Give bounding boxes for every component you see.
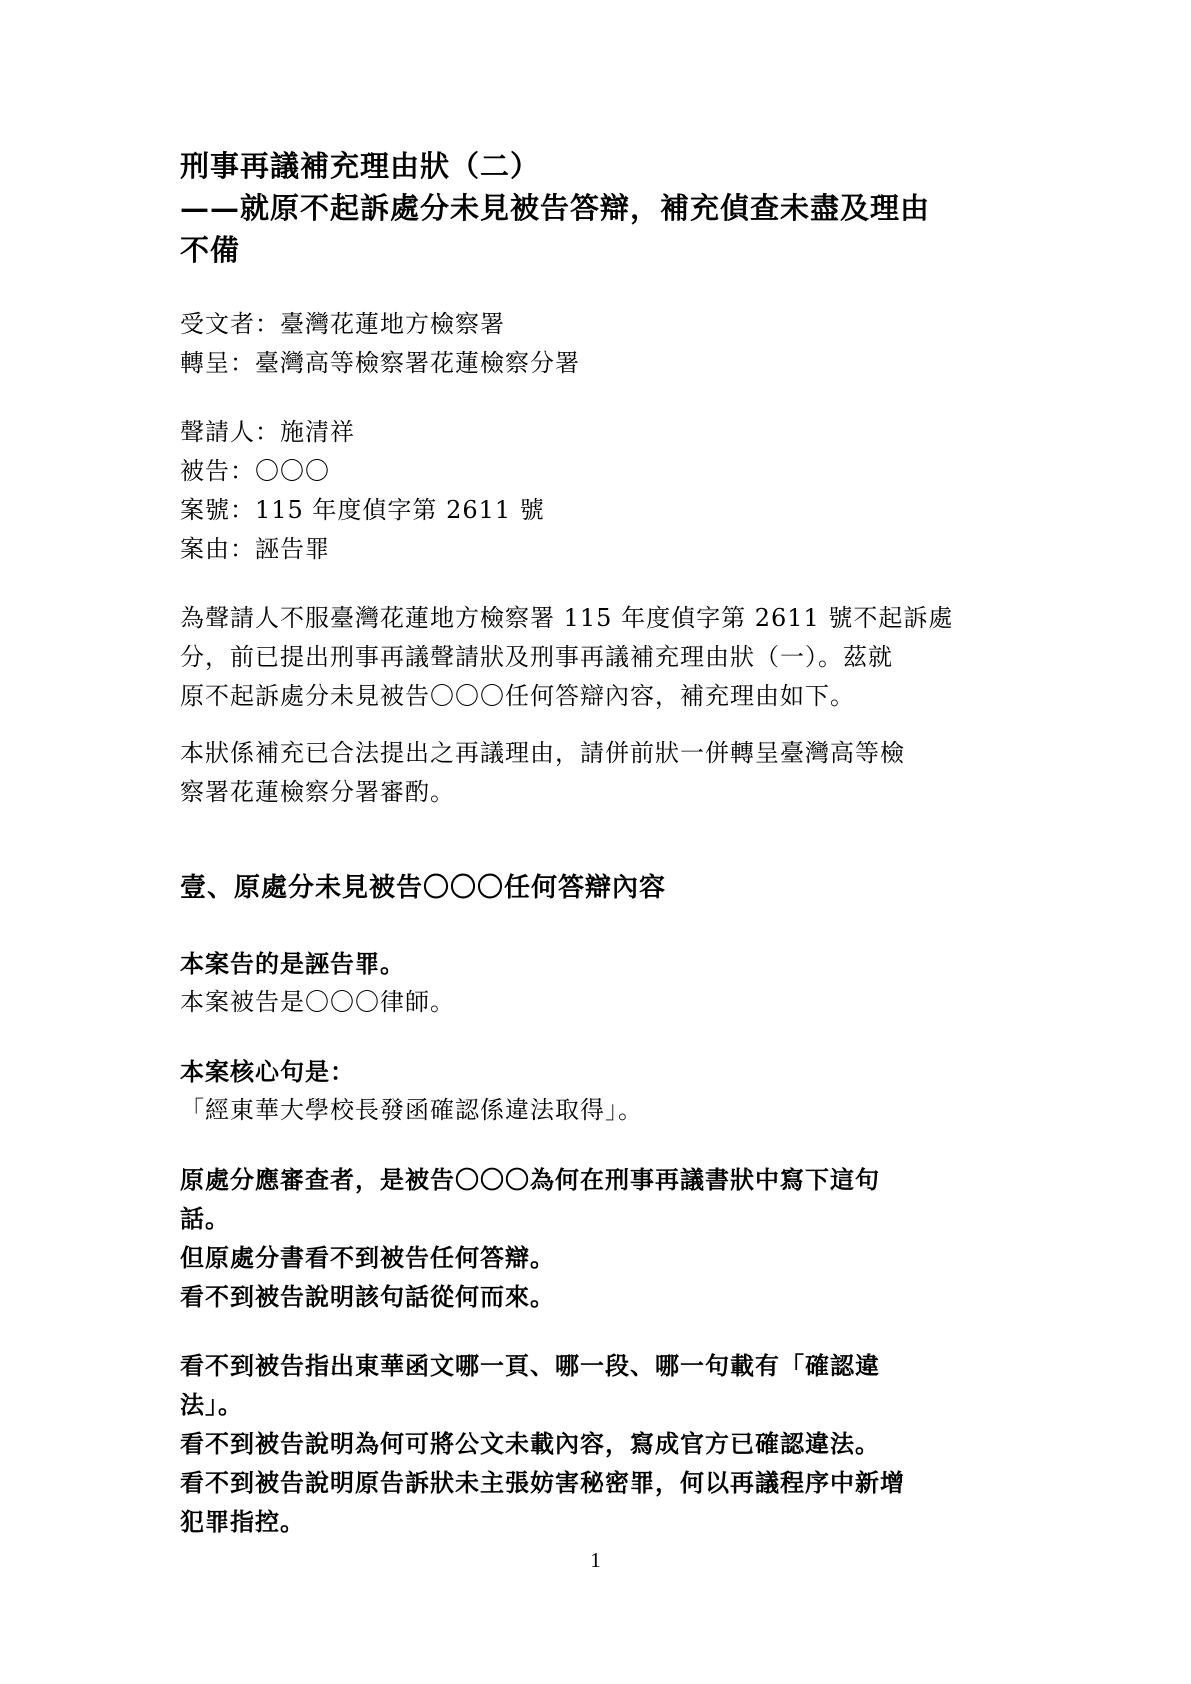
block3-line-2: 話。 — [180, 1204, 230, 1233]
defendant: 被告：〇〇〇 — [180, 457, 330, 485]
block1-text: 本案被告是〇〇〇律師。 — [180, 988, 455, 1016]
block4-line-5: 犯罪指控。 — [180, 1507, 305, 1536]
intro-p1-line-1: 為聲請人不服臺灣花蓮地方檢察署 115 年度偵字第 2611 號不起訴處 — [180, 604, 954, 632]
section-block-3 — [180, 1160, 1020, 1316]
section-block-4 — [180, 1346, 1020, 1541]
parties-block — [180, 413, 1020, 569]
block4-line-3: 看不到被告說明為何可將公文未載內容，寫成官方已確認違法。 — [180, 1429, 880, 1458]
section-block-1 — [180, 944, 1020, 1022]
recipient-via: 轉呈：臺灣高等檢察署花蓮檢察分署 — [180, 349, 580, 377]
block2-bold: 本案核心句是： — [180, 1057, 355, 1086]
intro-paragraph-2 — [180, 734, 1020, 812]
section-heading: 壹、原處分未見被告〇〇〇任何答辯內容 — [180, 873, 667, 903]
page-number: 1 — [590, 1548, 601, 1572]
block3-line-4: 看不到被告說明該句話從何而來。 — [180, 1282, 555, 1311]
intro-paragraph-1 — [180, 599, 1020, 716]
intro-p2-line-2: 察署花蓮檢察分署審酌。 — [180, 778, 455, 806]
intro-p1-line-2: 分，前已提出刑事再議聲請狀及刑事再議補充理由狀（一）。茲就 — [180, 643, 893, 671]
block3-line-1: 原處分應審查者，是被告〇〇〇為何在刑事再議書狀中寫下這句 — [180, 1165, 880, 1194]
case-cause: 案由：誣告罪 — [180, 535, 330, 563]
title-line-2: ——就原不起訴處分未見被告答辯，補充偵查未盡及理由 — [180, 191, 931, 225]
block4-line-1: 看不到被告指出東華函文哪一頁、哪一段、哪一句載有「確認違 — [180, 1351, 880, 1380]
block1-bold: 本案告的是誣告罪。 — [180, 949, 405, 978]
recipient-block — [180, 305, 1020, 383]
document-page — [180, 145, 1020, 1541]
section-block-2 — [180, 1052, 1020, 1130]
title-line-3: 不備 — [180, 233, 241, 267]
intro-p2-line-1: 本狀係補充已合法提出之再議理由，請併前狀一併轉呈臺灣高等檢 — [180, 739, 905, 767]
applicant: 聲請人：施清祥 — [180, 418, 355, 446]
document-title — [180, 145, 1020, 271]
intro-p1-line-3: 原不起訴處分未見被告〇〇〇任何答辯內容，補充理由如下。 — [180, 682, 855, 710]
block4-line-2: 法」。 — [180, 1390, 243, 1419]
block2-text: 「經東華大學校長發函確認係違法取得」。 — [180, 1096, 643, 1124]
block3-line-3: 但原處分書看不到被告任何答辯。 — [180, 1243, 555, 1272]
title-line-1: 刑事再議補充理由狀（二） — [180, 149, 541, 183]
recipient-to: 受文者：臺灣花蓮地方檢察署 — [180, 310, 505, 338]
case-number: 案號：115 年度偵字第 2611 號 — [180, 496, 545, 524]
block4-line-4: 看不到被告說明原告訴狀未主張妨害秘密罪，何以再議程序中新增 — [180, 1468, 905, 1497]
